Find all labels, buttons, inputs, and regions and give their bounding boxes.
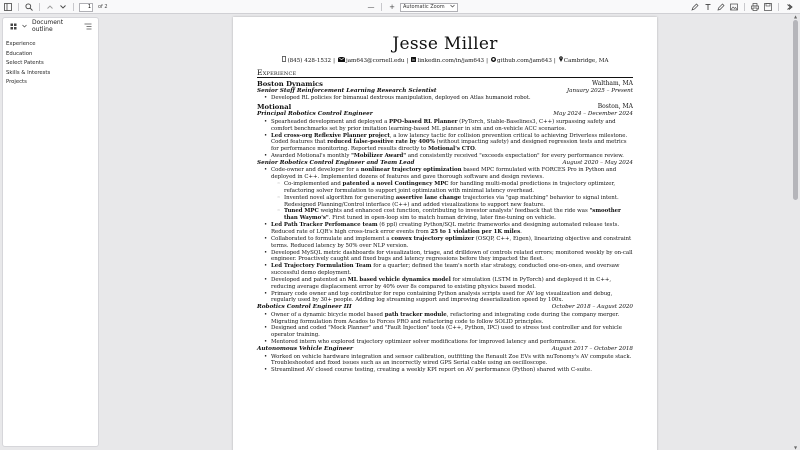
company-header [257, 80, 633, 88]
bullet-list [263, 312, 633, 346]
scroll-down-icon[interactable]: ▼ [793, 445, 798, 450]
role-title: Autonomous Vehicle Engineer [257, 346, 354, 352]
role-dates: August 2017 – October 2018 [551, 346, 633, 352]
sub-bullet-item: ◦ Co-implemented and patented a novel Contingency MPC for handling multi-modal predictions in trajectory optimizer, refactoring solver formulation to support joint optimization with minimal latency overhead. [277, 181, 633, 195]
vertical-scrollbar[interactable] [791, 14, 800, 450]
outline-item-experience[interactable]: Experience [6, 41, 36, 47]
view-grid-icon[interactable] [8, 21, 18, 31]
toolbar-left-group [3, 2, 108, 12]
outline-item-skills-interests[interactable]: Skills & Interests [6, 69, 51, 76]
chevron-down-icon [450, 4, 455, 10]
email-icon [338, 57, 345, 65]
bullet-item: • Primary code owner and top contributor for repo containing Python analysis scripts used for AV log visualization and debug, regularly used by 30+ people. Adding log streaming support and improving deserialization speed by 100x. [263, 291, 633, 305]
location-icon [559, 56, 563, 65]
previous-page-icon[interactable] [45, 2, 55, 12]
search-icon[interactable] [24, 2, 34, 12]
draw-icon[interactable] [716, 2, 726, 12]
bullet-item: • Worked on vehicle hardware integration and sensor calibration, outfitting the Renault Zoe EVs with nuTonomy's AV compute stack. Troubleshooted and fixed issues such as an incorrectly wired GPS Serial cable using an oscilloscope. [263, 354, 633, 368]
company-location: Waltham, MA [592, 79, 633, 87]
bullet-list [263, 354, 633, 375]
role-title: Robotics Control Engineer III [257, 304, 352, 311]
role-title: Principal Robotics Control Engineer [257, 111, 373, 118]
bullet-item: • Designed and coded "Mock Planner" and "Fault Injection" tools (C++, Python, IPC) used to stress test controller and for vehicle operator training. [263, 325, 633, 339]
bullet-item: • Mentored intern who explored trajectory optimizer solver modifications for improved latency and performance. [263, 339, 633, 346]
role-title: Senior Robotics Control Engineer and Team Lead [257, 159, 415, 166]
scrollbar-thumb[interactable] [793, 20, 798, 200]
role-title: Senior Staff Reinforcement Learning Research Scientist [257, 87, 437, 94]
bullet-item: • Collaborated to formulate and implement a convex trajectory optimizer (OSQP, C++, Eigen), linearizing objective and constraint terms. Reduced latency by 50% over NLP version. [263, 236, 633, 250]
role-dates: January 2025 – Present [566, 87, 633, 94]
toolbar-separator [18, 3, 19, 11]
svg-text:in: in [412, 58, 416, 62]
bullet-item: • Led Trajectory Formulation Team for a quarter; defined the team's north star strategy, conducted one-on-ones, and oversaw successful demo deployment. [263, 263, 633, 277]
toolbar-separator [381, 3, 382, 11]
toolbar-separator [39, 3, 40, 11]
chevron-down-icon[interactable] [21, 21, 27, 31]
resume-page [233, 17, 657, 450]
role-header [257, 346, 633, 354]
bullet-item: • Developed RL policies for bimanual dextrous manipulation, deployed on Atlas humanoid robot. [263, 95, 633, 102]
role-header [257, 304, 633, 312]
contact-github[interactable]: github.com/jam643 [496, 58, 552, 64]
next-page-icon[interactable] [58, 2, 68, 12]
bullet-item: • Developed and patented an ML based vehicle dynamics model for simulation (LSTM in PyTorch) and deployed it in C++, reducing average displacement error by 40% over 8s compared to existing physics based model. [263, 277, 633, 291]
tools-menu-icon[interactable] [784, 2, 794, 12]
resume-name: Jesse Miller [392, 34, 498, 54]
outline-options-icon[interactable] [83, 21, 93, 31]
page-number-input[interactable] [79, 3, 93, 12]
bullet-item: • Owner of a dynamic bicycle model based path tracker module, refactoring and integrating code during the company merger. Migrating formulation from Acados to Forces PRO and refactoring code to follow SOLID principles. [263, 312, 633, 326]
sub-bullet-item: ◦ Invented novel algorithm for generating assertive lane change trajectories via "gap matching" behavior to signal intent. Redesigned Planning/Control interface (C++) and added visualizations to support new feature. [277, 195, 633, 209]
contact-phone: (845) 428-1532 [287, 58, 332, 64]
contact-line [257, 56, 633, 65]
save-icon[interactable] [763, 2, 773, 12]
zoom-select-value: Automatic Zoom [403, 4, 445, 10]
role-dates: October 2018 – August 2020 [551, 304, 633, 311]
page-count-label: of 2 [98, 4, 108, 10]
image-icon[interactable] [729, 2, 739, 12]
outline-sidebar [2, 17, 99, 447]
github-icon [491, 57, 496, 65]
contact-separator: | [486, 58, 488, 64]
bullet-item: • Led cross-org Reflexive Planner project, a low latency tactic for collision prevention critical to achieving Driverless milestone. Coded features that reduced false-positive rate by 400% (without impacting safety) and designed regression tests and metrics for performance monitoring. Reported results directly to Motional's CTO. [263, 133, 633, 154]
sidebar-header [3, 18, 98, 34]
contact-separator: | [553, 58, 556, 64]
bullet-list [263, 95, 633, 102]
bullet-item: • Awarded Motional's monthly "Mobilizer Award" and consistently received "exceeds expectation" for every performance review. [263, 153, 633, 160]
zoom-select[interactable] [400, 3, 458, 12]
outline-item-select-patents[interactable]: Select Patents [6, 60, 44, 66]
contact-separator: | [333, 58, 335, 64]
role-header [257, 111, 633, 119]
contact-location: Cambridge, MA [563, 58, 609, 64]
bullet-item: • Developed MySQL metric dashboards for visualization, triage, and drilldown of controls related errors; monitored weekly by on-call engineer. Proactively caught and fixed bugs and latency regressions before they impacted the fleet. [263, 250, 633, 264]
role-header [257, 160, 633, 168]
highlight-icon[interactable] [690, 2, 700, 12]
bullet-item: • Streamlined AV closed course testing, creating a weekly KPI report on AV performance (Python) shared with C-suite. [263, 367, 633, 374]
outline-list [3, 34, 98, 88]
sub-bullet-item: ◦ Tuned MPC weights and enhanced cost function, contributing to investor analysts' feedback that the ride was "smoother than Waymo's". First tuned in open-loop sim to match human driving, later fine-tuning on vehicle. [277, 208, 633, 222]
linkedin-icon [411, 57, 416, 65]
contact-linkedin[interactable]: linkedin.com/in/jam643 [417, 58, 485, 64]
phone-icon [282, 56, 286, 65]
outline-item-projects[interactable]: Projects [6, 79, 27, 85]
bullet-item: • Spearheaded development and deployed a PPO-based RL Planner (PyTorch, Stable-Baselines3, C++) surpassing safety and comfort benchmarks set by prior imitation learning-based ML planner in sim and on-vehicle ACC scenarios. [263, 119, 633, 133]
bullet-list [263, 119, 633, 160]
toolbar-separator [744, 3, 745, 11]
bullet-item: • Led Path Tracker Perfomance team (6 ppl) creating Python/SQL metric frameworks and designing automated release tests. Reduced rate of LQR's high cross-track error events from 25 to 1 violation per 1K miles. [263, 222, 633, 236]
document-viewer[interactable] [100, 14, 790, 450]
outline-item-education[interactable]: Education [6, 50, 33, 57]
bullet-item: • Code-owner and developer for a nonlinear trajectory optimization based MPC formulated with FORCES Pro in Python and deployed in C++. Implemented dozens of features and gave thorough software and design reviews. ◦ Co-implemented and patented a novel Contingency MPC for handling multi-modal predictions in trajectory optimizer, refactoring solver formulation to support joint optimization with minimal latency overhead. ◦ Invented novel algorithm for generating assertive lane change trajectories via "gap matching" behavior to signal intent. Redesigned Planning/Control interface (C++) and added visualizations to support new feature. ◦ Tuned MPC weights and enhanced cost function, contributing to investor analysts' feedback that the ride was "smoother than Waymo's". First tuned in open-loop sim to match human driving, later fine-tuning on vehicle. [263, 167, 633, 222]
toolbar-separator [778, 3, 779, 11]
contact-separator: | [406, 58, 409, 64]
toolbar-right-group [690, 2, 794, 12]
sidebar-toggle-icon[interactable] [3, 2, 13, 12]
print-icon[interactable] [750, 2, 760, 12]
pdf-toolbar [0, 0, 800, 14]
experience-list [257, 80, 633, 375]
role-dates: August 2020 – May 2024 [562, 159, 633, 166]
company-header [257, 103, 633, 111]
company-name: Motional [257, 103, 292, 112]
scroll-up-icon[interactable]: ▲ [793, 14, 798, 19]
toolbar-zoom-group [366, 2, 458, 12]
role-dates: May 2024 – December 2024 [553, 111, 633, 118]
zoom-in-button[interactable]: + [389, 2, 395, 11]
sub-bullet-list [277, 181, 633, 222]
contact-email[interactable]: jam643@cornell.edu [345, 58, 405, 64]
role-header [257, 88, 633, 96]
bullet-list [263, 167, 633, 304]
company-name: Boston Dynamics [257, 79, 324, 88]
text-tool-icon[interactable] [703, 2, 713, 12]
sidebar-title: Document outline [32, 19, 64, 33]
zoom-out-button[interactable]: — [367, 2, 375, 11]
company-location: Boston, MA [597, 103, 633, 111]
section-title-experience: Experience [257, 68, 633, 78]
toolbar-separator [73, 3, 74, 11]
